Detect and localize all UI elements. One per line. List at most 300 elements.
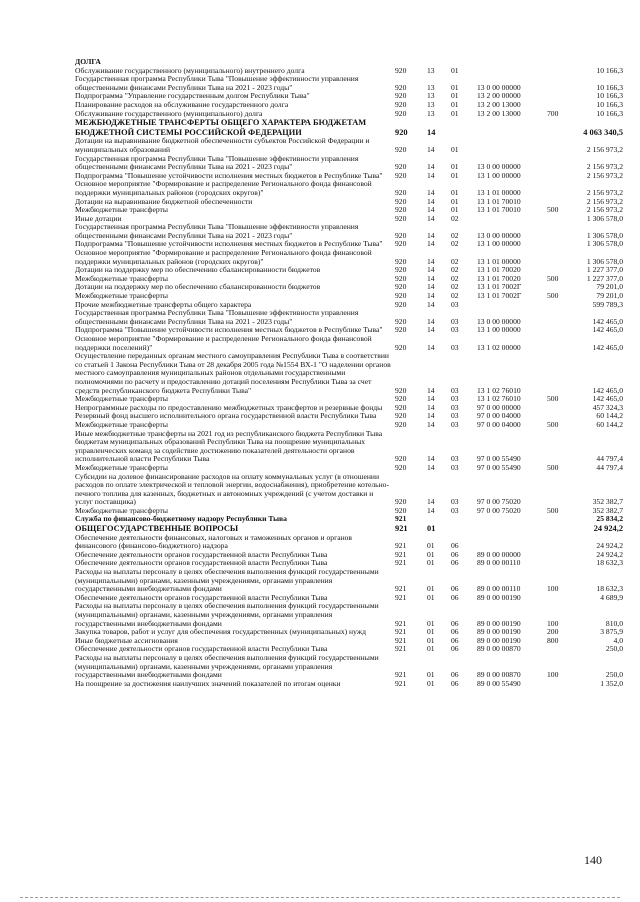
section-code: 14 bbox=[427, 462, 435, 472]
section-code: 01 bbox=[427, 541, 435, 551]
target-article-code: 97 0 00 04000 bbox=[477, 419, 521, 429]
section-code: 01 bbox=[427, 524, 436, 534]
section-code: 01 bbox=[427, 584, 435, 594]
amount: 2 156 973,2 bbox=[586, 144, 623, 154]
row-name: ОБЩЕГОСУДАРСТВЕННЫЕ ВОПРОСЫ bbox=[75, 524, 239, 534]
row-name: Межбюджетные трансферты bbox=[75, 505, 168, 515]
amount: 10 166,3 bbox=[596, 91, 623, 101]
section-code: 14 bbox=[427, 170, 435, 180]
section-code: 14 bbox=[427, 325, 435, 335]
amount: 60 144,2 bbox=[596, 419, 623, 429]
subsection-code: 06 bbox=[451, 584, 459, 594]
vedomstvo-code: 921 bbox=[395, 541, 407, 551]
table-row bbox=[75, 473, 625, 507]
subsection-code: 03 bbox=[451, 462, 459, 472]
section-code: 14 bbox=[427, 402, 435, 412]
row-name: Иные дотации bbox=[75, 213, 122, 223]
expense-type-code: 100 bbox=[547, 670, 559, 680]
row-name: Межбюджетные трансферты bbox=[75, 205, 168, 215]
vedomstvo-code: 920 bbox=[395, 385, 407, 395]
section-code: 14 bbox=[427, 273, 435, 283]
row-name: На поощрение за достижения наилучших значений показателей по итогам оценки bbox=[75, 678, 341, 688]
table-row bbox=[75, 352, 625, 395]
amount: 142 465,0 bbox=[592, 325, 623, 335]
amount: 1 306 578,0 bbox=[586, 239, 623, 249]
target-article-code: 13 1 01 00000 bbox=[477, 256, 521, 266]
amount: 2 156 973,2 bbox=[586, 205, 623, 215]
vedomstvo-code: 920 bbox=[395, 291, 407, 301]
row-name: Обеспечение деятельности финансовых, налоговых и таможенных органов и органов финансового (финансово-бюджетного) надзора bbox=[75, 532, 353, 551]
target-article-code: 13 1 01 70020 bbox=[477, 273, 521, 283]
subsection-code: 06 bbox=[451, 670, 459, 680]
subsection-code: 01 bbox=[451, 108, 459, 118]
table-row bbox=[75, 515, 625, 524]
row-name: Планирование расходов на обслуживание государственного долга bbox=[75, 99, 289, 109]
amount: 25 834,2 bbox=[596, 514, 623, 524]
section-code: 14 bbox=[427, 342, 435, 352]
subsection-code: 03 bbox=[451, 299, 459, 309]
section-code: 01 bbox=[427, 558, 435, 568]
section-code: 14 bbox=[427, 265, 435, 275]
section-code: 14 bbox=[427, 505, 435, 515]
vedomstvo-code: 921 bbox=[395, 644, 407, 654]
row-name: Закупка товаров, работ и услуг для обеспечения государственных (муниципальных) нужд bbox=[75, 627, 366, 637]
row-name: Дотации на выравнивание бюджетной обеспеченности bbox=[75, 196, 253, 206]
subsection-code: 06 bbox=[451, 592, 459, 602]
row-name: Иные межбюджетные трансферты на 2021 год из республиканского бюджета Республики Тыва бюджетам муниципальных образований Республики Тыва на поощрение муниципальных управленческих команд за содействие достижению показателей деятельности органов исполнительной власти Республики Тыва bbox=[75, 428, 383, 464]
table-row bbox=[75, 430, 625, 464]
table-row bbox=[75, 75, 625, 92]
amount: 2 156 973,2 bbox=[586, 187, 623, 197]
target-article-code: 89 0 00 00870 bbox=[477, 670, 521, 680]
target-article-code: 97 0 00 04000 bbox=[477, 411, 521, 421]
section-code: 14 bbox=[427, 497, 435, 507]
target-article-code: 13 1 00 00000 bbox=[477, 239, 521, 249]
vedomstvo-code: 920 bbox=[395, 205, 407, 215]
amount: 1 352,0 bbox=[600, 678, 623, 688]
section-code: 14 bbox=[427, 394, 435, 404]
section-code: 14 bbox=[427, 282, 435, 292]
amount: 352 382,7 bbox=[592, 505, 623, 515]
subsection-code: 01 bbox=[451, 196, 459, 206]
expense-type-code: 500 bbox=[547, 205, 559, 215]
target-article-code: 89 0 00 00190 bbox=[477, 592, 521, 602]
subsection-code: 02 bbox=[451, 256, 459, 266]
expense-type-code: 100 bbox=[547, 618, 559, 628]
section-code: 01 bbox=[427, 627, 435, 637]
subsection-code: 03 bbox=[451, 419, 459, 429]
target-article-code: 89 0 00 55490 bbox=[477, 678, 521, 688]
amount: 60 144,2 bbox=[596, 411, 623, 421]
amount: 18 632,3 bbox=[596, 558, 623, 568]
subsection-code: 01 bbox=[451, 170, 459, 180]
amount: 44 797,4 bbox=[596, 462, 623, 472]
target-article-code: 97 0 00 55490 bbox=[477, 454, 521, 464]
amount: 599 789,3 bbox=[592, 299, 623, 309]
amount: 250,0 bbox=[605, 644, 623, 654]
vedomstvo-code: 920 bbox=[395, 108, 407, 118]
table-row bbox=[75, 568, 625, 594]
row-name: Межбюджетные трансферты bbox=[75, 394, 168, 404]
vedomstvo-code: 920 bbox=[395, 91, 407, 101]
target-article-code: 97 0 00 75020 bbox=[477, 497, 521, 507]
row-name: ДОЛГА bbox=[75, 57, 101, 66]
subsection-code: 03 bbox=[451, 394, 459, 404]
amount: 4,0 bbox=[613, 635, 623, 645]
section-code: 01 bbox=[427, 678, 435, 688]
amount: 1 227 377,0 bbox=[586, 273, 623, 283]
table-row bbox=[75, 180, 625, 197]
table-row bbox=[75, 534, 625, 551]
vedomstvo-code: 920 bbox=[395, 394, 407, 404]
section-code: 13 bbox=[427, 99, 435, 109]
row-name: Иные бюджетные ассигнования bbox=[75, 635, 178, 645]
amount: 1 306 578,0 bbox=[586, 213, 623, 223]
vedomstvo-code: 920 bbox=[395, 325, 407, 335]
expense-type-code: 500 bbox=[547, 273, 559, 283]
subsection-code: 03 bbox=[451, 505, 459, 515]
section-code: 14 bbox=[427, 205, 435, 215]
target-article-code: 89 0 00 00870 bbox=[477, 644, 521, 654]
section-code: 14 bbox=[427, 291, 435, 301]
section-code: 13 bbox=[427, 82, 435, 92]
row-name: Субсидии на долевое финансирование расходов на оплату коммунальных услуг (в отношении расходов по оплате электрической и тепловой энергии, водоснабжения), приобретение котельно-печного топлива для казенных, бюджетных и автономных учреждений (с учетом доставки и услуг поставщика) bbox=[75, 471, 389, 507]
section-code: 14 bbox=[427, 213, 435, 223]
table-row bbox=[75, 249, 625, 266]
amount: 352 382,7 bbox=[592, 497, 623, 507]
subsection-code: 01 bbox=[451, 205, 459, 215]
row-name: Обеспечение деятельности органов государственной власти Республики Тыва bbox=[75, 592, 328, 602]
target-article-code: 13 0 00 00000 bbox=[477, 162, 521, 172]
amount: 2 156 973,2 bbox=[586, 162, 623, 172]
vedomstvo-code: 921 bbox=[395, 592, 407, 602]
subsection-code: 03 bbox=[451, 454, 459, 464]
target-article-code: 13 1 01 70010 bbox=[477, 196, 521, 206]
target-article-code: 13 0 00 00000 bbox=[477, 230, 521, 240]
row-name: Расходы на выплаты персоналу в целях обеспечения выполнения функций государственными (муниципальными) органами, казенными учреждениями, органами управления государственными внебюджетными фондами bbox=[75, 652, 379, 680]
vedomstvo-code: 921 bbox=[395, 670, 407, 680]
row-name: Межбюджетные трансферты bbox=[75, 419, 168, 429]
section-code: 14 bbox=[427, 454, 435, 464]
vedomstvo-code: 921 bbox=[395, 627, 407, 637]
expense-type-code: 500 bbox=[547, 462, 559, 472]
vedomstvo-code: 920 bbox=[395, 170, 407, 180]
subsection-code: 02 bbox=[451, 265, 459, 275]
vedomstvo-code: 920 bbox=[395, 402, 407, 412]
target-article-code: 13 0 00 00000 bbox=[477, 316, 521, 326]
page-number: 140 bbox=[584, 853, 602, 867]
subsection-code: 02 bbox=[451, 213, 459, 223]
subsection-code: 01 bbox=[451, 187, 459, 197]
amount: 10 166,3 bbox=[596, 65, 623, 75]
amount: 44 797,4 bbox=[596, 454, 623, 464]
vedomstvo-code: 920 bbox=[395, 316, 407, 326]
table-row bbox=[75, 309, 625, 326]
expense-type-code: 500 bbox=[547, 291, 559, 301]
row-name: Государственная программа Республики Тыва "Повышение эффективности управления общественными финансами Республики Тыва на 2021 - 2023 годы" bbox=[75, 222, 359, 240]
subsection-code: 01 bbox=[451, 91, 459, 101]
amount: 142 465,0 bbox=[592, 316, 623, 326]
vedomstvo-code: 920 bbox=[395, 462, 407, 472]
amount: 142 465,0 bbox=[592, 394, 623, 404]
section-code: 14 bbox=[427, 162, 435, 172]
amount: 1 306 578,0 bbox=[586, 230, 623, 240]
amount: 4 689,9 bbox=[600, 592, 623, 602]
target-article-code: 13 1 02 76010 bbox=[477, 394, 521, 404]
target-article-code: 89 0 00 00000 bbox=[477, 549, 521, 559]
subsection-code: 06 bbox=[451, 635, 459, 645]
section-code: 14 bbox=[427, 419, 435, 429]
row-name: Дотации на поддержку мер по обеспечению сбалансированности бюджетов bbox=[75, 282, 321, 292]
amount: 24 924,2 bbox=[596, 549, 623, 559]
row-name: Подпрограмма "Повышение устойчивости исполнения местных бюджетов в Республике Тыва" bbox=[75, 239, 383, 249]
table-row bbox=[75, 680, 625, 689]
subsection-code: 06 bbox=[451, 644, 459, 654]
section-code: 01 bbox=[427, 592, 435, 602]
subsection-code: 02 bbox=[451, 282, 459, 292]
section-code: 13 bbox=[427, 91, 435, 101]
row-name: Прочие межбюджетные трансферты общего характера bbox=[75, 299, 252, 309]
expense-type-code: 800 bbox=[547, 635, 559, 645]
vedomstvo-code: 921 bbox=[395, 678, 407, 688]
vedomstvo-code: 920 bbox=[395, 419, 407, 429]
target-article-code: 97 0 00 55490 bbox=[477, 462, 521, 472]
vedomstvo-code: 920 bbox=[395, 411, 407, 421]
subsection-code: 01 bbox=[451, 65, 459, 75]
table-row bbox=[75, 118, 625, 137]
subsection-code: 02 bbox=[451, 273, 459, 283]
section-code: 14 bbox=[427, 385, 435, 395]
subsection-code: 02 bbox=[451, 230, 459, 240]
vedomstvo-code: 920 bbox=[395, 144, 407, 154]
expense-type-code: 500 bbox=[547, 505, 559, 515]
subsection-code: 02 bbox=[451, 239, 459, 249]
subsection-code: 01 bbox=[451, 144, 459, 154]
row-name: МЕЖБЮДЖЕТНЫЕ ТРАНСФЕРТЫ ОБЩЕГО ХАРАКТЕРА БЮДЖЕТАМ БЮДЖЕТНОЙ СИСТЕМЫ РОССИЙСКОЙ ФЕДЕРАЦИИ bbox=[75, 118, 367, 137]
vedomstvo-code: 920 bbox=[395, 239, 407, 249]
row-name: Государственная программа Республики Тыва "Повышение эффективности управления общественными финансами Республики Тыва на 2021 - 2023 годы" bbox=[75, 74, 359, 92]
subsection-code: 06 bbox=[451, 541, 459, 551]
target-article-code: 13 1 02 76010 bbox=[477, 385, 521, 395]
subsection-code: 06 bbox=[451, 678, 459, 688]
vedomstvo-code: 921 bbox=[395, 514, 407, 524]
expense-type-code: 500 bbox=[547, 394, 559, 404]
amount: 1 227 377,0 bbox=[586, 265, 623, 275]
vedomstvo-code: 920 bbox=[395, 256, 407, 266]
amount: 24 924,2 bbox=[593, 524, 623, 534]
table-row bbox=[75, 654, 625, 680]
target-article-code: 13 1 00 00000 bbox=[477, 325, 521, 335]
row-name: Расходы на выплаты персоналу в целях обеспечения выполнения функций государственными (муниципальными) органами, казенными учреждениями, органами управления государственными внебюджетными фондами bbox=[75, 567, 379, 594]
amount: 10 166,3 bbox=[596, 108, 623, 118]
section-code: 14 bbox=[427, 127, 436, 137]
target-article-code: 97 0 00 00000 bbox=[477, 402, 521, 412]
amount: 79 201,0 bbox=[596, 282, 623, 292]
subsection-code: 03 bbox=[451, 342, 459, 352]
subsection-code: 03 bbox=[451, 497, 459, 507]
section-code: 01 bbox=[427, 635, 435, 645]
subsection-code: 06 bbox=[451, 627, 459, 637]
amount: 10 166,3 bbox=[596, 82, 623, 92]
amount: 3 875,9 bbox=[600, 627, 623, 637]
expense-type-code: 200 bbox=[547, 627, 559, 637]
row-name: Государственная программа Республики Тыва "Повышение эффективности управления общественными финансами Республики Тыва на 2021 - 2023 годы" bbox=[75, 153, 359, 172]
target-article-code: 97 0 00 75020 bbox=[477, 505, 521, 515]
vedomstvo-code: 920 bbox=[395, 282, 407, 292]
amount: 18 632,3 bbox=[596, 584, 623, 594]
section-code: 01 bbox=[427, 549, 435, 559]
target-article-code: 13 1 02 00000 bbox=[477, 342, 521, 352]
vedomstvo-code: 920 bbox=[395, 497, 407, 507]
row-name: Обеспечение деятельности органов государственной власти Республики Тыва bbox=[75, 549, 328, 559]
expense-type-code: 700 bbox=[547, 108, 559, 118]
subsection-code: 03 bbox=[451, 316, 459, 326]
vedomstvo-code: 920 bbox=[395, 265, 407, 275]
subsection-code: 01 bbox=[451, 99, 459, 109]
subsection-code: 03 bbox=[451, 325, 459, 335]
row-name: Государственная программа Республики Тыва "Повышение эффективности управления общественными финансами Республики Тыва на 2021 - 2023 годы" bbox=[75, 308, 359, 326]
section-code: 13 bbox=[427, 65, 435, 75]
section-code: 14 bbox=[427, 230, 435, 240]
amount: 24 924,2 bbox=[596, 541, 623, 551]
table-row bbox=[75, 110, 625, 119]
vedomstvo-code: 920 bbox=[395, 454, 407, 464]
table-row bbox=[75, 137, 625, 154]
vedomstvo-code: 920 bbox=[395, 162, 407, 172]
subsection-code: 01 bbox=[451, 82, 459, 92]
subsection-code: 03 bbox=[451, 411, 459, 421]
section-code: 14 bbox=[427, 239, 435, 249]
amount: 142 465,0 bbox=[592, 385, 623, 395]
row-name: Осуществление переданных органам местного самоуправления Республики Тыва в соответствии со статьей 1 Закона Республики Тыва от 28 декабря 2005 года №1554 ВХ-1 "О наделении органов местного самоуправления муниципальных районов отдельными государственными полномочиями по расчету и предоставлению дотаций поселениям Республики Тыва за счет средств республиканского бюджета Республики Тыва" bbox=[75, 351, 391, 395]
amount: 2 156 973,2 bbox=[586, 196, 623, 206]
vedomstvo-code: 920 bbox=[395, 273, 407, 283]
row-name: Межбюджетные трансферты bbox=[75, 291, 168, 301]
expense-type-code: 500 bbox=[547, 419, 559, 429]
vedomstvo-code: 921 bbox=[395, 635, 407, 645]
section-code: 14 bbox=[427, 144, 435, 154]
subsection-code: 02 bbox=[451, 291, 459, 301]
vedomstvo-code: 920 bbox=[395, 99, 407, 109]
target-article-code: 89 0 00 00190 bbox=[477, 635, 521, 645]
subsection-code: 03 bbox=[451, 402, 459, 412]
vedomstvo-code: 920 bbox=[395, 505, 407, 515]
vedomstvo-code: 921 bbox=[395, 584, 407, 594]
vedomstvo-code: 921 bbox=[395, 558, 407, 568]
vedomstvo-code: 920 bbox=[395, 82, 407, 92]
table-row bbox=[75, 602, 625, 628]
amount: 810,0 bbox=[605, 618, 623, 628]
amount: 250,0 bbox=[605, 670, 623, 680]
table-row bbox=[75, 206, 625, 215]
row-name: Обеспечение деятельности органов государственной власти Республики Тыва bbox=[75, 558, 328, 568]
amount: 79 201,0 bbox=[596, 291, 623, 301]
row-name: Обслуживание государственного (муниципального) внутреннего долга bbox=[75, 65, 305, 75]
target-article-code: 89 0 00 00110 bbox=[477, 584, 521, 594]
table-row bbox=[75, 223, 625, 240]
target-article-code: 13 2 00 00000 bbox=[477, 91, 521, 101]
target-article-code: 13 1 01 70010 bbox=[477, 205, 521, 215]
row-name: Резервный фонд высшего исполнительного органа государственной власти Республики Тыва bbox=[75, 411, 377, 421]
section-code: 01 bbox=[427, 618, 435, 628]
vedomstvo-code: 921 bbox=[395, 549, 407, 559]
target-article-code: 13 0 00 00000 bbox=[477, 82, 521, 92]
subsection-code: 06 bbox=[451, 558, 459, 568]
row-name: Непрограммные расходы по предоставлению межбюджетных трансфертов и резервные фонды bbox=[75, 402, 383, 412]
vedomstvo-code: 920 bbox=[395, 342, 407, 352]
row-name: Расходы на выплаты персоналу в целях обеспечения выполнения функций государственными (муниципальными) органами, казенными учреждениями, органами управления государственными внебюджетными фондами bbox=[75, 601, 379, 628]
section-code: 13 bbox=[427, 108, 435, 118]
section-code: 14 bbox=[427, 196, 435, 206]
target-article-code: 13 1 01 70020 bbox=[477, 265, 521, 275]
row-name: Подпрограмма "Повышение устойчивости исполнения местных бюджетов в Республике Тыва" bbox=[75, 170, 383, 180]
vedomstvo-code: 920 bbox=[395, 187, 407, 197]
section-code: 01 bbox=[427, 670, 435, 680]
target-article-code: 13 2 00 13000 bbox=[477, 108, 521, 118]
amount: 10 166,3 bbox=[596, 99, 623, 109]
row-name: Основное мероприятие "Формирование и распределение Регионального фонда финансовой поддержки муниципальных районов (городских округов)" bbox=[75, 179, 372, 197]
section-code: 01 bbox=[427, 644, 435, 654]
amount: 142 465,0 bbox=[592, 342, 623, 352]
amount: 1 306 578,0 bbox=[586, 256, 623, 266]
vedomstvo-code: 920 bbox=[395, 127, 408, 137]
section-code: 14 bbox=[427, 411, 435, 421]
target-article-code: 13 2 00 13000 bbox=[477, 99, 521, 109]
amount: 457 324,3 bbox=[592, 402, 623, 412]
expense-type-code: 100 bbox=[547, 584, 559, 594]
row-name: Основное мероприятие "Формирование и распределение Регионального фонда финансовой поддержки муниципальных районов (городских округов)" bbox=[75, 248, 372, 266]
subsection-code: 03 bbox=[451, 385, 459, 395]
target-article-code: 89 0 00 00110 bbox=[477, 558, 521, 568]
vedomstvo-code: 920 bbox=[395, 299, 407, 309]
target-article-code: 13 1 01 7002Г bbox=[477, 291, 522, 301]
row-name: Межбюджетные трансферты bbox=[75, 462, 168, 472]
table-row bbox=[75, 335, 625, 352]
page-bottom-divider bbox=[20, 897, 620, 898]
row-name: Подпрограмма "Повышение устойчивости исполнения местных бюджетов в Республике Тыва" bbox=[75, 325, 383, 335]
target-article-code: 13 1 00 00000 bbox=[477, 170, 521, 180]
section-code: 14 bbox=[427, 299, 435, 309]
amount: 4 063 340,5 bbox=[583, 127, 623, 137]
row-name: Служба по финансово-бюджетному надзору Республики Тыва bbox=[75, 514, 287, 524]
row-name: Межбюджетные трансферты bbox=[75, 273, 168, 283]
target-article-code: 13 1 01 7002Г bbox=[477, 282, 522, 292]
row-name: Обеспечение деятельности органов государственной власти Республики Тыва bbox=[75, 644, 328, 654]
subsection-code: 06 bbox=[451, 549, 459, 559]
table-row bbox=[75, 155, 625, 172]
row-name: Обслуживание государственного (муниципального) долга bbox=[75, 108, 263, 118]
section-code: 14 bbox=[427, 316, 435, 326]
row-name: Дотации на выравнивание бюджетной обеспеченности субъектов Российской Федерации и муниципальных образований bbox=[75, 136, 370, 154]
section-code: 14 bbox=[427, 187, 435, 197]
row-name: Подпрограмма "Управление государственным долгом Республики Тыва" bbox=[75, 91, 310, 101]
target-article-code: 13 1 01 00000 bbox=[477, 187, 521, 197]
target-article-code: 89 0 00 00190 bbox=[477, 627, 521, 637]
vedomstvo-code: 920 bbox=[395, 230, 407, 240]
amount: 2 156 973,2 bbox=[586, 170, 623, 180]
section-code: 14 bbox=[427, 256, 435, 266]
row-name: Основное мероприятие "Формирование и распределение Регионального фонда финансовой поддержки поселений)" bbox=[75, 334, 372, 352]
vedomstvo-code: 920 bbox=[395, 65, 407, 75]
vedomstvo-code: 921 bbox=[395, 618, 407, 628]
vedomstvo-code: 921 bbox=[395, 524, 408, 534]
vedomstvo-code: 920 bbox=[395, 213, 407, 223]
subsection-code: 06 bbox=[451, 618, 459, 628]
budget-table bbox=[75, 58, 625, 688]
vedomstvo-code: 920 bbox=[395, 196, 407, 206]
subsection-code: 01 bbox=[451, 162, 459, 172]
row-name: Дотации на поддержку мер по обеспечению сбалансированности бюджетов bbox=[75, 265, 321, 275]
